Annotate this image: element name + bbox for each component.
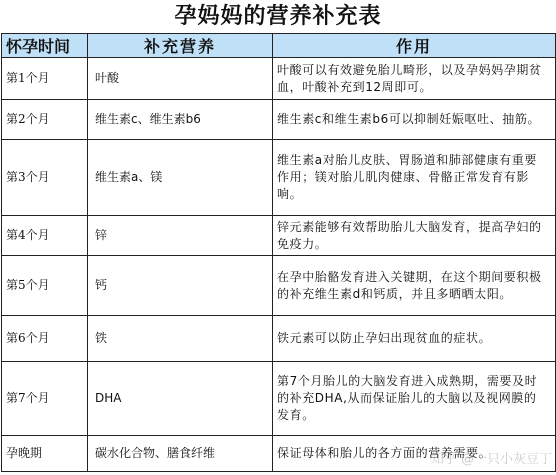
row-nutrient: 维生素a、镁 [88,140,273,216]
table-row [2,100,556,140]
nutrition-table [1,33,556,472]
row-time: 第7个月 [2,362,88,436]
row-effect-text: 锌元素能够有效帮助胎儿大脑发育，提高孕妇的免疫力。 [277,219,542,251]
row-effect-text: 维生素a对胎儿皮肤、胃肠道和肺部健康有重要作用；镁对胎儿肌肉健康、骨骼正常发育有影响。 [277,153,537,201]
row-time: 第1个月 [2,58,88,100]
row-time: 第5个月 [2,256,88,316]
row-effect-text: 叶酸可以有效避免胎儿畸形，以及孕妈妈孕期贫血，叶酸补充到12周即可。 [277,62,542,94]
row-nutrient: 锌 [88,216,273,256]
row-time: 孕晚期 [2,436,88,472]
header-effect: 作用 [273,34,556,58]
row-effect [273,362,556,436]
row-time: 第3个月 [2,140,88,216]
table-title: 孕妈妈的营养补充表 [174,3,382,29]
table-header-row [2,34,556,58]
row-effect-text: 铁元素可以防止孕妇出现贫血的症状。 [277,331,492,345]
row-nutrient: 维生素c、维生素b6 [88,100,273,140]
row-effect [273,58,556,100]
row-effect-text: 第7个月胎儿的大脑发育进入成熟期，需要及时的补充DHA,从而保证胎儿的大脑以及视网膜的发育。 [277,374,538,422]
table-row [2,140,556,216]
row-effect [273,100,556,140]
row-effect-text: 保证母体和胎儿的各方面的营养需要。 [277,446,492,460]
row-effect [273,216,556,256]
row-nutrient: DHA [88,362,273,436]
watermark: 知乎 @一只小灰豆丁 [430,452,552,467]
row-effect-text: 维生素c和维生素b6可以抑制妊娠呕吐、抽筋。 [277,112,541,126]
table-row [2,316,556,362]
row-effect [273,256,556,316]
table-row [2,362,556,436]
header-nutrient: 补充营养 [88,34,273,58]
row-nutrient: 钙 [88,256,273,316]
table-row [2,58,556,100]
table-row [2,256,556,316]
row-nutrient: 碳水化合物、膳食纤维 [88,436,273,472]
header-time: 怀孕时间 [2,34,88,58]
row-nutrient: 铁 [88,316,273,362]
row-effect-text: 在孕中胎骼发育进入关键期，在这个期间要积极的补充维生素d和钙质，并且多晒晒太阳。 [277,269,542,301]
row-effect [273,140,556,216]
row-time: 第2个月 [2,100,88,140]
row-nutrient: 叶酸 [88,58,273,100]
table-row [2,216,556,256]
row-effect [273,316,556,362]
row-time: 第6个月 [2,316,88,362]
row-time: 第4个月 [2,216,88,256]
